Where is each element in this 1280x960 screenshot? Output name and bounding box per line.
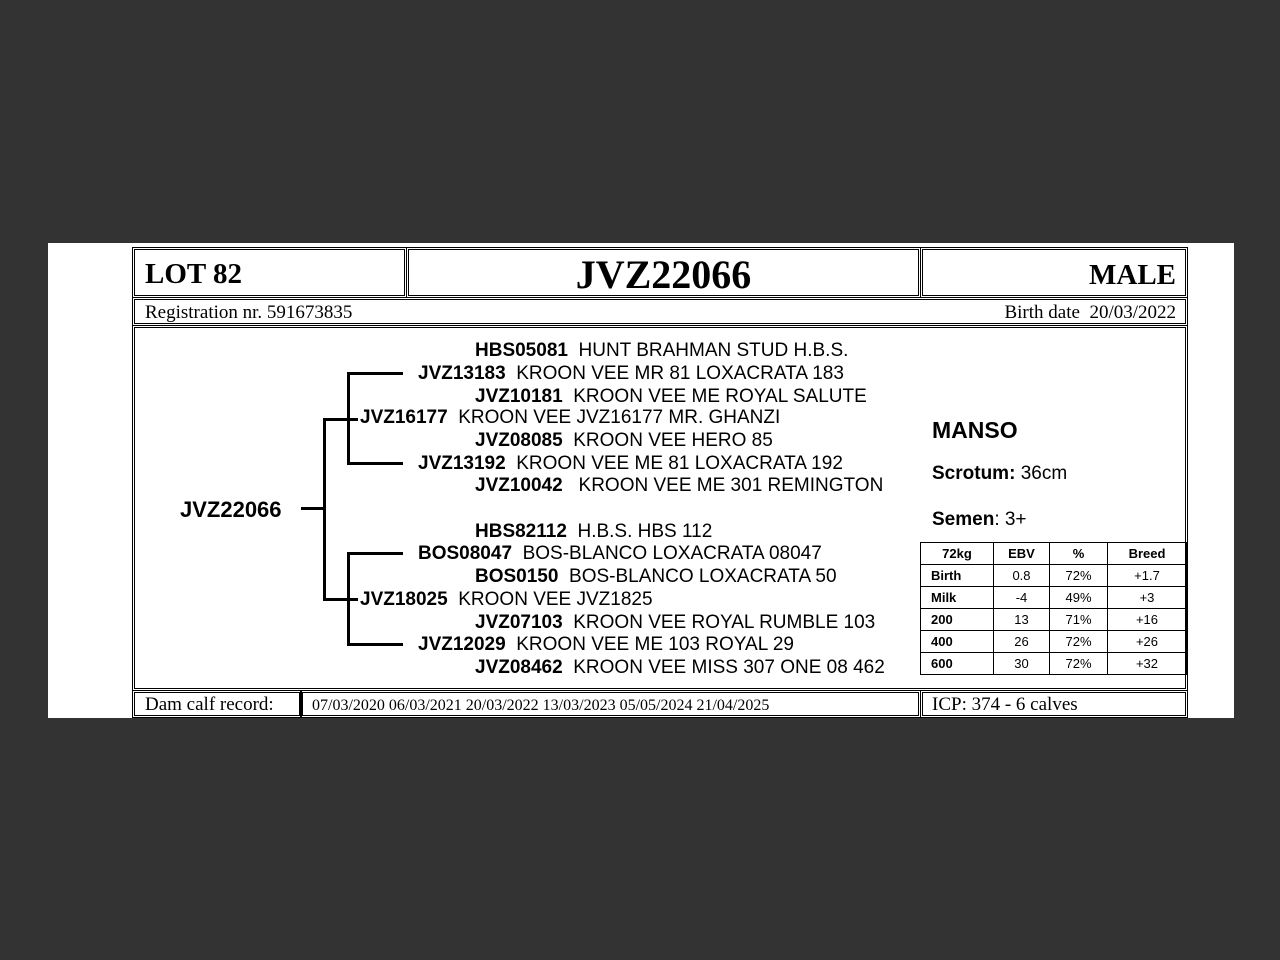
dam-calf-dates: 07/03/2020 06/03/2021 20/03/2022 13/03/2023 05/05/2024 21/04/2025 [312,697,770,714]
registration-number: Registration nr. 591673835 [145,302,353,323]
bracket-sire-sire [347,372,403,375]
ebv-trait: Milk [921,587,994,609]
ebv-value: 30 [994,653,1050,675]
ebv-trait: 600 [921,653,994,675]
lot-number: LOT 82 [145,258,242,290]
animal-name: MANSO [932,417,1018,443]
bracket-dam-sire [347,552,403,555]
ebv-row [921,609,1187,631]
ebv-value: 13 [994,609,1050,631]
bracket-sire-dam [347,462,403,465]
bracket-dam-vertical [347,552,350,646]
birth-date: Birth date 20/03/2022 [1004,302,1176,323]
pedigree-sire-dam: JVZ13192 KROON VEE ME 81 LOXACRATA 192 [418,453,843,474]
ebv-row [921,653,1187,675]
semen-score: Semen: 3+ [932,509,1027,530]
bracket-sire [323,418,358,421]
ebv-table [920,542,1187,675]
ebv-breed: +3 [1108,587,1187,609]
bracket-parents-vertical [323,418,326,601]
ebv-breed: +26 [1108,631,1187,653]
ebv-accuracy: 72% [1050,653,1108,675]
ebv-header-cell: 72kg [921,543,994,565]
ebv-trait: 200 [921,609,994,631]
pedigree-sire-sire-sire: HBS05081 HUNT BRAHMAN STUD H.B.S. [475,340,849,361]
pedigree-dam-dam-sire: JVZ07103 KROON VEE ROYAL RUMBLE 103 [475,612,876,633]
ebv-value: 26 [994,631,1050,653]
ebv-row [921,565,1187,587]
bracket-sire-vertical [347,372,350,465]
pedigree-dam-sire: BOS08047 BOS-BLANCO LOXACRATA 08047 [418,543,822,564]
dam-calf-label: Dam calf record: [145,694,274,715]
icp-value: ICP: 374 - 6 calves [932,694,1078,715]
ebv-trait: Birth [921,565,994,587]
ebv-accuracy: 72% [1050,565,1108,587]
pedigree-animal: JVZ22066 [180,497,282,522]
bracket-animal [301,507,325,510]
pedigree-dam-dam: JVZ12029 KROON VEE ME 103 ROYAL 29 [418,634,794,655]
ebv-value: 0.8 [994,565,1050,587]
pedigree-sire-dam-dam: JVZ10042 KROON VEE ME 301 REMINGTON [475,475,884,496]
ebv-breed: +32 [1108,653,1187,675]
pedigree-dam-sire-dam: BOS0150 BOS-BLANCO LOXACRATA 50 [475,566,837,587]
animal-id-title: JVZ22066 [575,252,752,297]
ebv-row [921,587,1187,609]
pedigree-sire: JVZ16177 KROON VEE JVZ16177 MR. GHANZI [360,407,781,428]
ebv-accuracy: 72% [1050,631,1108,653]
ebv-trait: 400 [921,631,994,653]
scrotum-measurement: Scrotum: 36cm [932,463,1068,484]
ebv-header-cell: % [1050,543,1108,565]
ebv-row [921,631,1187,653]
ebv-accuracy: 49% [1050,587,1108,609]
ebv-header-cell: EBV [994,543,1050,565]
pedigree-dam-dam-dam: JVZ08462 KROON VEE MISS 307 ONE 08 462 [475,657,885,678]
ebv-accuracy: 71% [1050,609,1108,631]
sex-label: MALE [1089,259,1176,291]
pedigree-sire-sire: JVZ13183 KROON VEE MR 81 LOXACRATA 183 [418,363,844,384]
bracket-dam [323,598,358,601]
ebv-header-row [921,543,1187,565]
ebv-header-cell: Breed [1108,543,1187,565]
pedigree-dam: JVZ18025 KROON VEE JVZ1825 [360,589,653,610]
ebv-breed: +1.7 [1108,565,1187,587]
pedigree-dam-sire-sire: HBS82112 H.B.S. HBS 112 [475,521,713,542]
pedigree-sire-dam-sire: JVZ08085 KROON VEE HERO 85 [475,430,773,451]
pedigree-sire-sire-dam: JVZ10181 KROON VEE ME ROYAL SALUTE [475,386,867,407]
ebv-value: -4 [994,587,1050,609]
ebv-breed: +16 [1108,609,1187,631]
bracket-dam-dam [347,643,403,646]
